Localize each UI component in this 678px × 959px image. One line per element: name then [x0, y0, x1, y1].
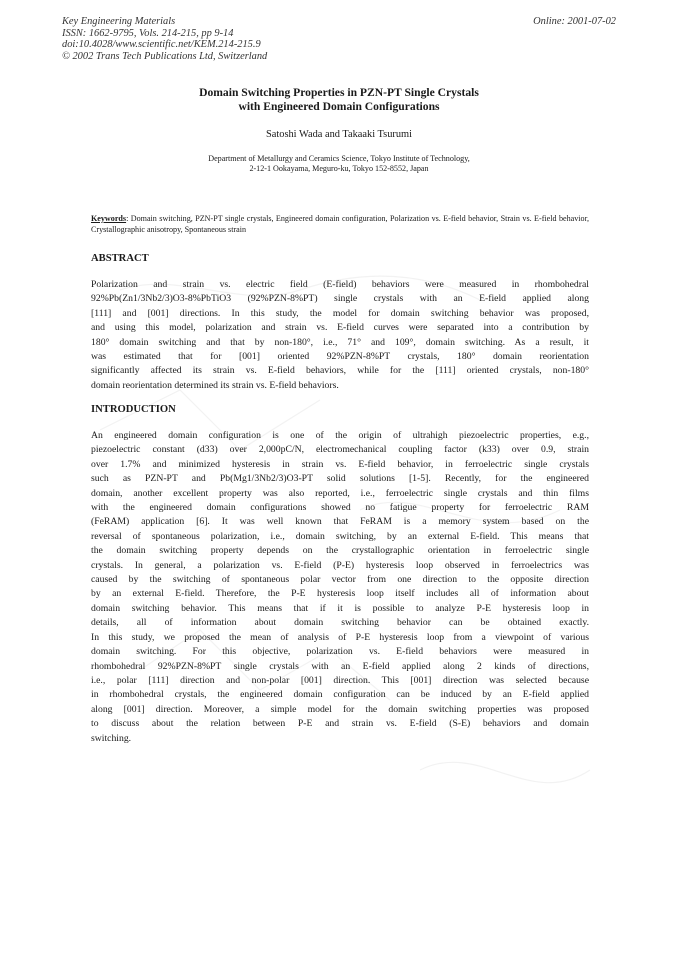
title-line-2: with Engineered Domain Configurations — [238, 100, 440, 113]
text-line: (FeRAM) application [6]. It was well known that FeRAM is a memory system based on the — [91, 516, 589, 528]
paper-title — [0, 86, 678, 114]
title-line-1: Domain Switching Properties in PZN-PT Single Crystals — [199, 86, 479, 99]
text-line: In this study, we proposed the mean of analysis of P-E hysteresis loop from a viewpoint of various — [91, 631, 589, 643]
keywords-label: Keywords — [91, 214, 127, 223]
text-line: with the engineered domain configurations showed no fatigue property for ferroelectric RAM — [91, 502, 589, 514]
affiliation-line-2: 2-12-1 Ookayama, Meguro-ku, Tokyo 152-8552, Japan — [249, 164, 429, 173]
keywords — [91, 214, 589, 235]
introduction-heading: INTRODUCTION — [91, 404, 176, 415]
text-line: the domain switching property depends on the crystallographic orientation in ferroelectric single — [91, 545, 589, 557]
text-line: Polarization and strain vs. electric field (E-field) behaviors were measured in rhombohedral — [91, 279, 589, 290]
text-line: switching. — [91, 732, 132, 744]
text-line: significantly affected its strain vs. E-field behaviors, while for the [111] oriented crystals, non-180° — [91, 365, 589, 377]
text-line: along [001] direction. Moreover, a simple model for the domain switching properties was proposed — [91, 703, 589, 715]
keywords-text: : Domain switching, PZN-PT single crystals, Engineered domain configuration, Polarization vs. E-field behavior, Strain vs. E-field behavior, Crystallographic anisotropy, Spontaneous strain — [91, 214, 589, 234]
journal-name: Key Engineering Materials — [62, 16, 176, 27]
affiliation-line-1: Department of Metallurgy and Ceramics Science, Tokyo Institute of Technology, — [208, 154, 470, 163]
copyright-line: © 2002 Trans Tech Publications Ltd, Switzerland — [62, 50, 268, 62]
text-line: [111] and [001] directions. In this study, the model for domain switching behavior was proposed, — [91, 307, 589, 319]
text-line: such as PZN-PT and Pb(Mg1/3Nb2/3)O3-PT solid solutions [1-5]. Recently, for the engineered — [91, 473, 589, 485]
text-line: rhombohedral 92%PZN-8%PT single crystals with an E-field applied along 2 kinds of directions, — [91, 660, 589, 672]
online-date: Online: 2001-07-02 — [533, 16, 616, 27]
text-line: 92%Pb(Zn1/3Nb2/3)O3-8%PbTiO3 (92%PZN-8%PT) single crystals with an E-field applied along — [91, 293, 589, 305]
text-line: domain switching behavior. This means that if it is possible to analyze P-E hysteresis loop in — [91, 602, 589, 614]
authors: Satoshi Wada and Takaaki Tsurumi — [265, 129, 413, 140]
issn-line: ISSN: 1662-9795, Vols. 214-215, pp 9-14 — [62, 27, 234, 39]
text-line: crystals. In general, a polarization vs. E-field (P-E) hysteresis loop observed in ferroelectrics was — [91, 559, 589, 571]
text-line: in rhombohedral crystals, the engineered domain configuration can be induced by an E-field applied — [91, 689, 589, 701]
text-line: reversal of spontaneous polarization, i.e., domain switching, by an external E-field. This means that — [91, 530, 589, 542]
text-line: i.e., polar [111] direction and non-polar [001] direction. This [001] direction was selected because — [91, 674, 589, 686]
text-line: by an external E-field. Therefore, the P-E hysteresis loop itself includes all of information about — [91, 588, 589, 600]
text-line: to discuss about the relation between P-E and strain vs. E-field (S-E) behaviors and domain — [91, 718, 589, 730]
text-line: An engineered domain configuration is one of the origin of ultrahigh piezoelectric properties, e.g., — [91, 430, 589, 441]
introduction-body — [91, 429, 589, 746]
text-line: domain reorientation determined its strain vs. E-field behaviors. — [91, 379, 339, 391]
text-line: and using this model, polarization and strain vs. E-field curves were separated into a contribution by — [91, 322, 589, 334]
text-line: caused by the switching of spontaneous polar vector from one direction to the opposite direction — [91, 574, 589, 586]
journal-header — [62, 16, 267, 62]
text-line: was estimated that for [001] oriented 92%PZN-8%PT crystals, 180° domain reorientation — [91, 351, 589, 363]
text-line: piezoelectric constant (d33) over 2,000pC/N, electromechanical coupling factor (k33) over 0.9, strain — [91, 444, 589, 456]
abstract-heading: ABSTRACT — [91, 253, 149, 264]
text-line: domain switching. For this objective, polarization vs. E-field behaviors were measured in — [91, 646, 589, 658]
text-line: details, all of information about domain switching behavior can be obtained exactly. — [91, 617, 589, 629]
text-line: domain, another excellent property was also reported, i.e., ferroelectric single crystals and thin films — [91, 487, 589, 499]
affiliation — [0, 154, 678, 174]
doi-line: doi:10.4028/www.scientific.net/KEM.214-215.9 — [62, 39, 261, 51]
text-line: 180° domain switching and that by non-180°, i.e., 71° and 109°, domain switching. As a result, it — [91, 336, 589, 348]
abstract-body — [91, 278, 589, 393]
text-line: over 1.7% and minimized hysteresis in strain vs. E-field behavior, in ferroelectric single crystals — [91, 458, 589, 470]
